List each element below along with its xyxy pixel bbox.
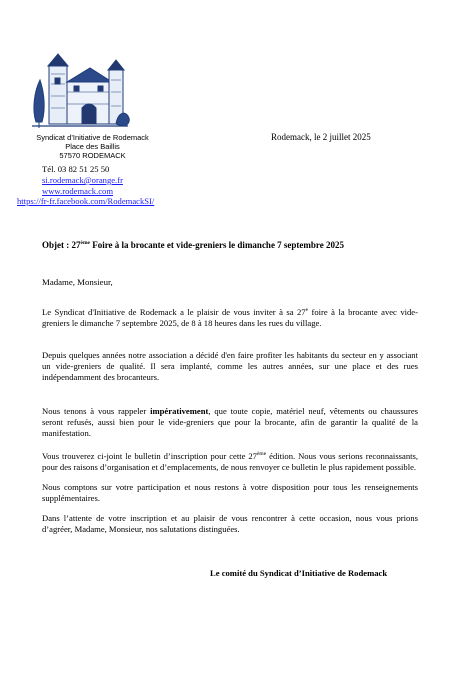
p3-emphasis: impérativement bbox=[150, 406, 209, 416]
p4-text-b: édition. Nous vous serions reconnaissants, pour des raisons d’organisation et d’emplacements, de nous renvoyer ce bulletin le plus rapidement possible. bbox=[42, 451, 418, 472]
subject-line bbox=[42, 240, 344, 250]
p1-text-a: Le Syndicat d'Initiative de Rodemack a le plaisir de vous inviter à sa 27 bbox=[42, 307, 306, 317]
paragraph-closing: Dans l’attente de votre inscription et au plaisir de vous rencontrer à cette occasion, nous vous prions d’agréer, Madame, Monsieur, nos salutations distinguées. bbox=[42, 513, 418, 534]
p1-ordinal: e bbox=[305, 307, 309, 314]
phone-number: Tél. 03 82 51 25 50 bbox=[42, 164, 110, 174]
paragraph-participation: Nous comptons sur votre participation et nous restons à votre disposition pour tous les renseignements supplémentaires. bbox=[42, 482, 418, 503]
paragraph-invitation bbox=[42, 307, 418, 329]
org-address-line2: 57570 RODEMACK bbox=[59, 151, 126, 160]
org-address-line1: Place des Baillis bbox=[65, 142, 120, 151]
p1-text-b: foire à la brocante avec vide-greniers le dimanche 7 septembre 2025, de 8 à 18 heures dans les rues du village. bbox=[42, 307, 418, 328]
p4-ordinal: ème bbox=[256, 451, 267, 458]
org-name: Syndicat d’Initiative de Rodemack bbox=[36, 133, 149, 142]
p3-text-a: Nous tenons à vous rappeler bbox=[42, 406, 151, 416]
paragraph-vide-greniers: Depuis quelques années notre association a décidé d'en faire profiter les habitants du secteur en y associant un vide-greniers de qualité. Il sera implanté, comme les autres années, sur une place et des rues indépendamment des brocanteurs. bbox=[42, 350, 418, 382]
signature: Le comité du Syndicat d’Initiative de Rodemack bbox=[210, 568, 388, 578]
subject-ordinal: ème bbox=[80, 240, 90, 246]
email-link[interactable]: si.rodemack@orange.fr bbox=[42, 175, 123, 185]
castle-logo-icon bbox=[30, 52, 130, 130]
p3-text-b: , que toute copie, matériel neuf, vêtements ou chaussures seront refusés, aussi bien pour le vide-greniers que pour la brocante, afin de garantir la qualité de la manifestation. bbox=[42, 406, 418, 438]
greeting: Madame, Monsieur, bbox=[42, 277, 113, 287]
subject-prefix: Objet : 27 bbox=[42, 240, 81, 250]
paragraph-rules bbox=[42, 406, 418, 439]
facebook-link[interactable]: https://fr-fr.facebook.com/RodemackSI/ bbox=[17, 196, 155, 206]
subject-text: Foire à la brocante et vide-greniers le dimanche 7 septembre 2025 bbox=[89, 240, 345, 250]
place-date: Rodemack, le 2 juillet 2025 bbox=[271, 132, 371, 142]
paragraph-registration bbox=[42, 451, 418, 473]
p4-text-a: Vous trouverez ci-joint le bulletin d’inscription pour cette 27 bbox=[42, 451, 257, 461]
website-link[interactable]: www.rodemack.com bbox=[42, 186, 114, 196]
